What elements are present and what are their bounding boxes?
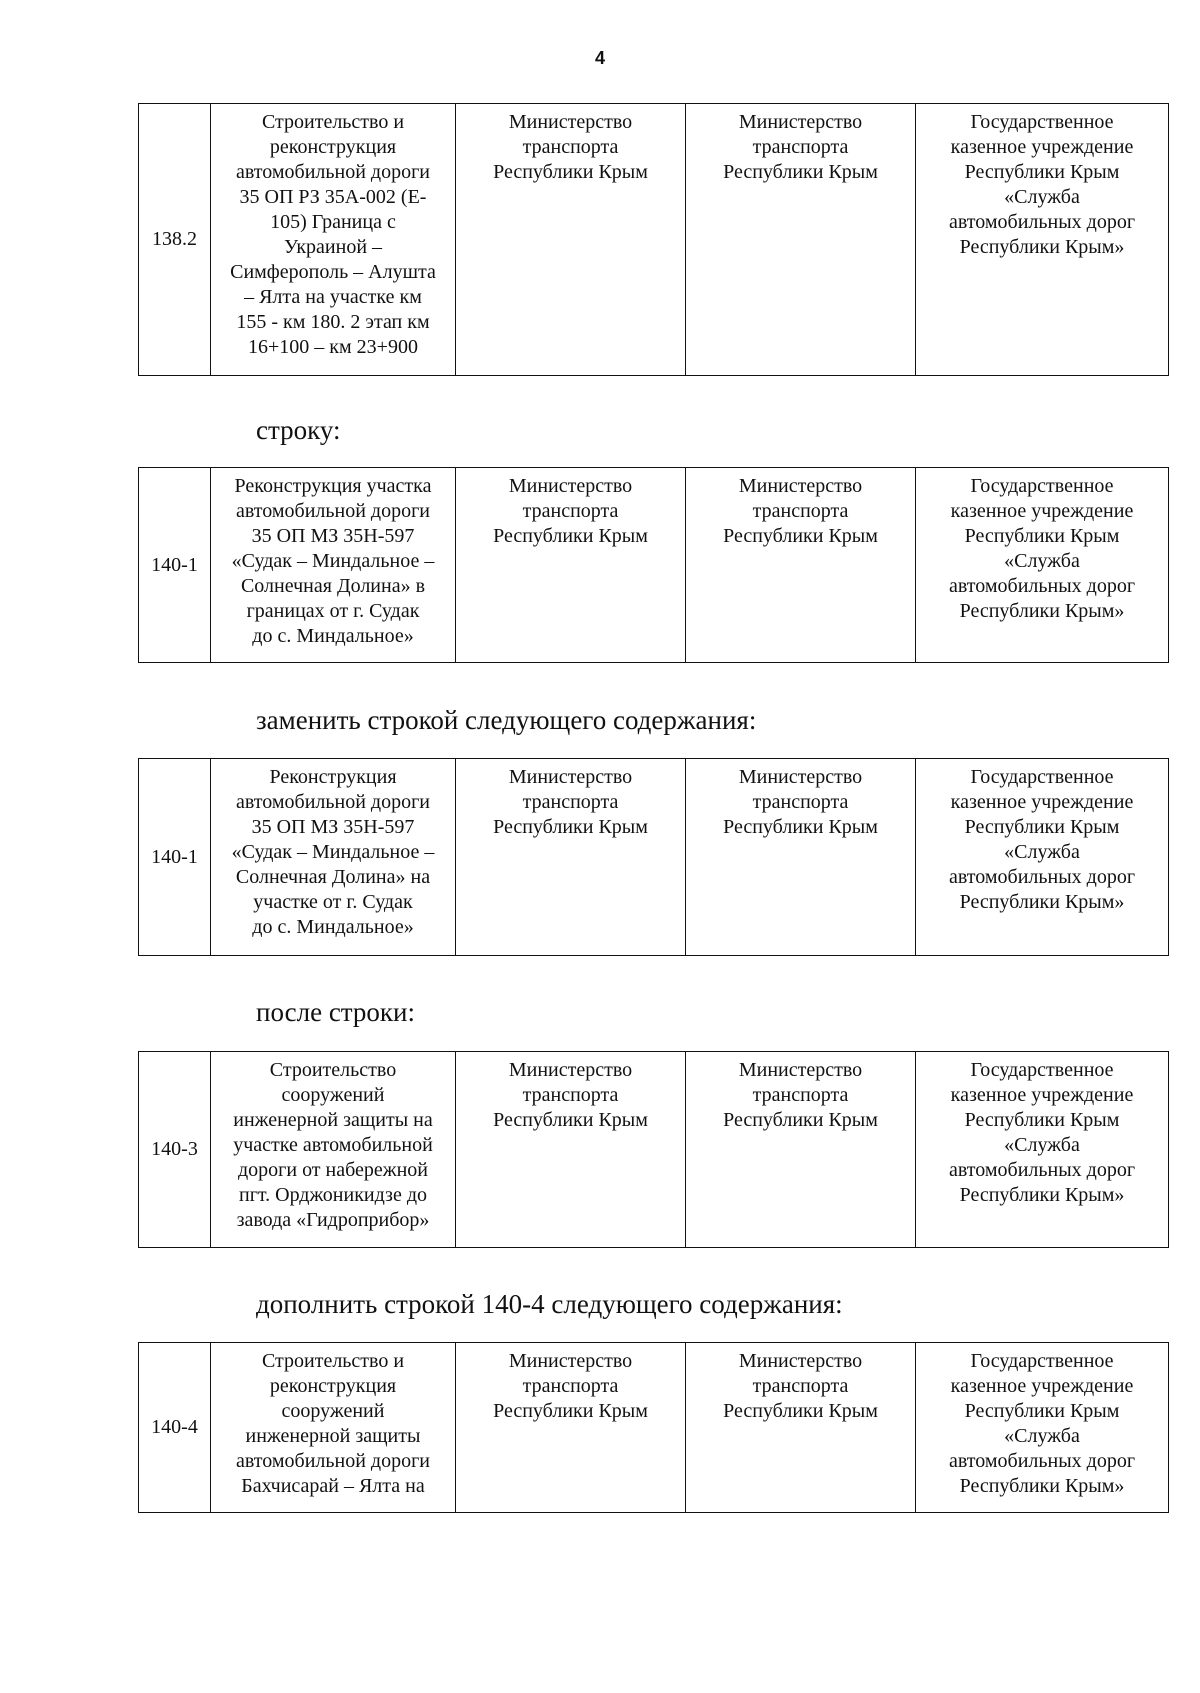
row-number: 140-4	[139, 1343, 211, 1513]
responsible: Министерство транспорта Республики Крым	[686, 759, 916, 956]
developer: Государственное казенное учреждение Республики Крым «Служба автомобильных дорог Республики Крым»	[916, 104, 1169, 376]
table-row	[138, 467, 1169, 663]
table-row	[138, 1342, 1169, 1513]
responsible: Министерство транспорта Республики Крым	[686, 104, 916, 376]
table-row	[138, 758, 1169, 956]
responsible: Министерство транспорта Республики Крым	[686, 1343, 916, 1513]
caption-line: строку:	[256, 415, 341, 445]
customer: Министерство транспорта Республики Крым	[456, 759, 686, 956]
table-row	[138, 103, 1169, 376]
object-name: Строительство сооружений инженерной защиты на участке автомобильной дороги от набережной пгт. Орджоникидзе до завода «Гидроприбор»	[211, 1052, 456, 1248]
object-name: Строительство и реконструкция сооружений инженерной защиты автомобильной дороги Бахчисарай – Ялта на	[211, 1343, 456, 1513]
page-number: 4	[594, 48, 605, 68]
row-number: 138.2	[139, 104, 211, 376]
row-number: 140-3	[139, 1052, 211, 1248]
responsible: Министерство транспорта Республики Крым	[686, 1052, 916, 1248]
customer: Министерство транспорта Республики Крым	[456, 1343, 686, 1513]
customer: Министерство транспорта Республики Крым	[456, 1052, 686, 1248]
caption-add: дополнить строкой 140-4 следующего содержания:	[256, 1289, 843, 1319]
customer: Министерство транспорта Республики Крым	[456, 468, 686, 663]
customer: Министерство транспорта Республики Крым	[456, 104, 686, 376]
caption-replace: заменить строкой следующего содержания:	[256, 705, 757, 735]
developer: Государственное казенное учреждение Республики Крым «Служба автомобильных дорог Республики Крым»	[916, 468, 1169, 663]
row-number: 140-1	[139, 468, 211, 663]
developer: Государственное казенное учреждение Республики Крым «Служба автомобильных дорог Республики Крым»	[916, 1343, 1169, 1513]
object-name: Строительство и реконструкция автомобильной дороги 35 ОП РЗ 35А-002 (Е- 105) Граница с Украиной – Симферополь – Алушта – Ялта на участке км 155 - км 180. 2 этап км 16+100 – км 23+900	[211, 104, 456, 376]
responsible: Министерство транспорта Республики Крым	[686, 468, 916, 663]
table-row	[138, 1051, 1169, 1248]
caption-after: после строки:	[256, 997, 415, 1027]
developer: Государственное казенное учреждение Республики Крым «Служба автомобильных дорог Республики Крым»	[916, 1052, 1169, 1248]
object-name: Реконструкция автомобильной дороги 35 ОП МЗ 35Н-597 «Судак – Миндальное – Солнечная Долина» на участке от г. Судак до с. Миндальное»	[211, 759, 456, 956]
developer: Государственное казенное учреждение Республики Крым «Служба автомобильных дорог Республики Крым»	[916, 759, 1169, 956]
object-name: Реконструкция участка автомобильной дороги 35 ОП МЗ 35Н-597 «Судак – Миндальное – Солнечная Долина» в границах от г. Судак до с. Миндальное»	[211, 468, 456, 663]
row-number: 140-1	[139, 759, 211, 956]
